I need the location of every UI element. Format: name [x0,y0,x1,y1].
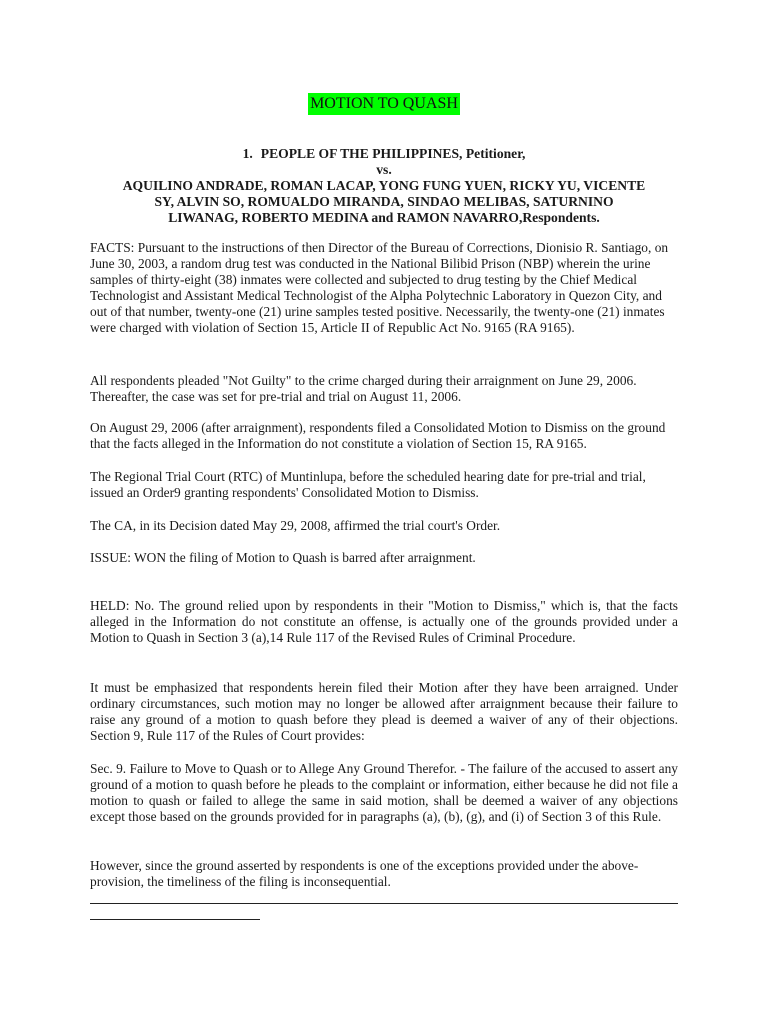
petitioner-name: PEOPLE OF THE PHILIPPINES, [260,146,463,161]
respondents-line-1: AQUILINO ANDRADE, ROMAN LACAP, YONG FUNG YUEN, RICKY YU, VICENTE [122,178,646,193]
document-title: MOTION TO QUASH [308,93,460,115]
versus-label: vs. [376,162,392,177]
ca-paragraph: The CA, in its Decision dated May 29, 2008, affirmed the trial court's Order. [90,518,501,533]
respondents-line-2: SY, ALVIN SO, ROMUALDO MIRANDA, SINDAO MELIBAS, SATURNINO [154,194,614,209]
case-number: 1. [242,146,253,161]
petitioner-role: Petitioner, [465,146,526,161]
emphasis-paragraph: It must be emphasized that respondents herein filed their Motion after they have been arraigned. Under ordinary circumstances, such motion may no longer be allowed after arraignment because their failure to raise any ground of a motion to quash before they plead is deemed a waiver of any of their objections. Section 9, Rule 117 of the Rules of Court provides: [90,680,678,743]
held-paragraph: HELD: No. The ground relied upon by respondents in their "Motion to Dismiss," which is, that the facts alleged in the Information do not constitute an offense, is actually one of the grounds provided under a Motion to Quash in Section 3 (a),14 Rule 117 of the Revised Rules of Criminal Procedure. [90,598,678,645]
plea-paragraph: All respondents pleaded "Not Guilty" to the crime charged during their arraignment on June 29, 2006. Thereafter, the case was set for pre-trial and trial on August 11, 2006. [90,373,637,404]
rtc-paragraph: The Regional Trial Court (RTC) of Muntinlupa, before the scheduled hearing date for pre-trial and trial, issued an Order9 granting respondents' Consolidated Motion to Dismiss. [90,469,646,500]
issue-paragraph: ISSUE: WON the filing of Motion to Quash is barred after arraignment. [90,550,476,565]
motion-filed-paragraph: On August 29, 2006 (after arraignment), respondents filed a Consolidated Motion to Dismiss on the ground that the facts alleged in the Information do not constitute a violation of Section 15, RA 9165. [90,420,666,451]
case-caption [90,146,678,226]
title-container [90,93,678,115]
underline-rule-2 [90,919,260,920]
however-paragraph: However, since the ground asserted by respondents is one of the exceptions provided under the above-provision, the timeliness of the filing is inconsequential. [90,858,639,889]
facts-paragraph: FACTS: Pursuant to the instructions of then Director of the Bureau of Corrections, Dionisio R. Santiago, on June 30, 2003, a random drug test was conducted in the National Bilibid Prison (NBP) wherein the urine samples of thirty-eight (38) inmates were collected and subjected to drug testing by the Chief Medical Technologist and Assistant Medical Technologist of the Alpha Polytechnic Laboratory in Quezon City, and out of that number, twenty-one (21) urine samples tested positive. Necessarily, the twenty-one (21) inmates were charged with violation of Section 15, Article II of Republic Act No. 9165 (RA 9165). [90,240,669,335]
section-9-paragraph: Sec. 9. Failure to Move to Quash or to Allege Any Ground Therefor. - The failure of the accused to assert any ground of a motion to quash before he pleads to the complaint or information, either because he did not file a motion to quash or failed to allege the same in said motion, shall be deemed a waiver of any objections except those based on the grounds provided for in paragraphs (a), (b), (g), and (i) of Section 3 of this Rule. [90,761,678,824]
underline-rule-1 [90,903,678,904]
caption-petitioner-line [90,146,678,162]
respondents-line-3: LIWANAG, ROBERTO MEDINA and RAMON NAVARRO,Respondents. [168,210,600,225]
